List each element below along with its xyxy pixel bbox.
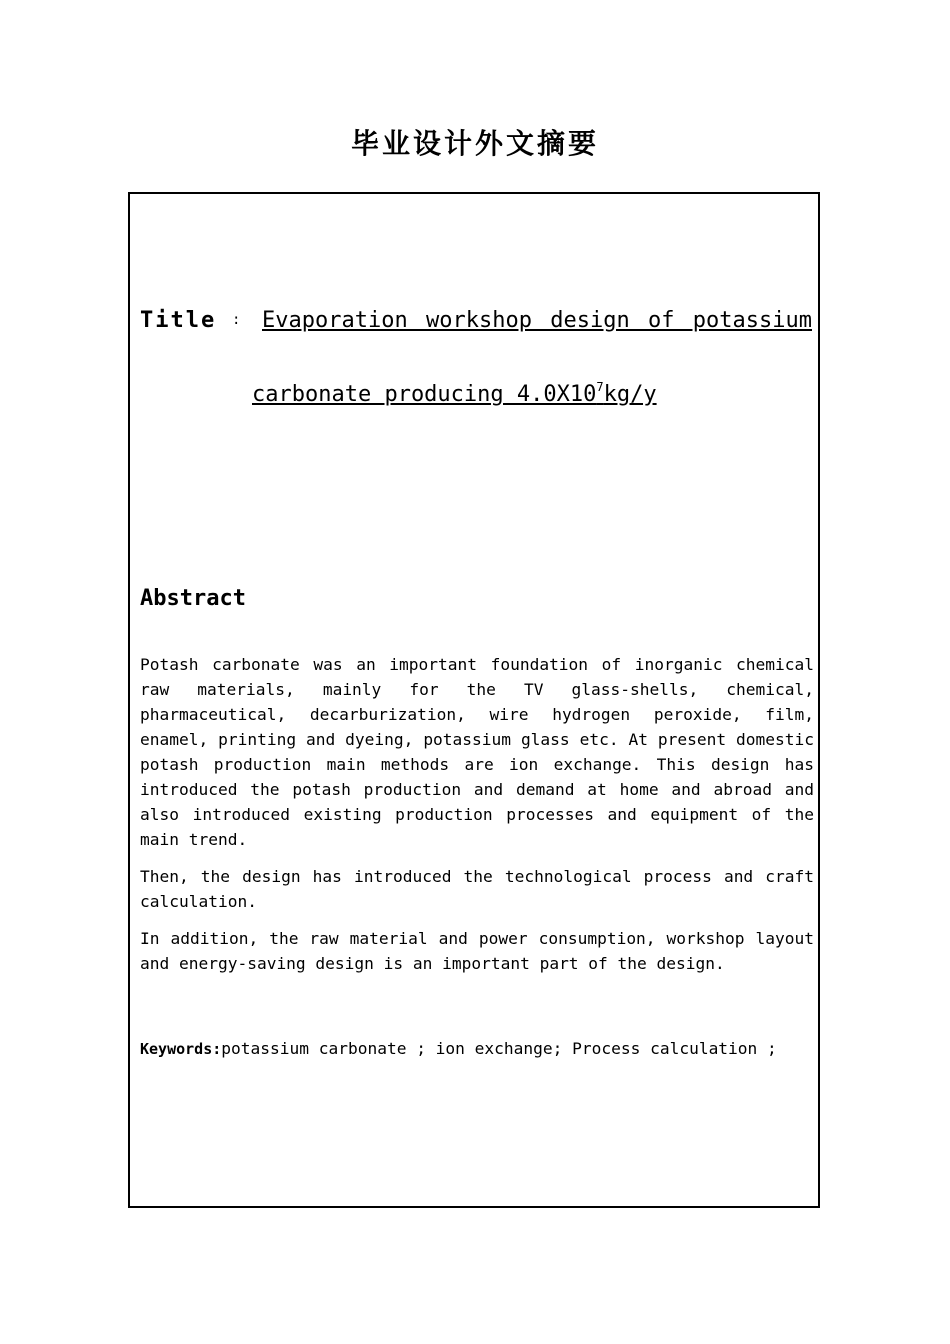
abstract-frame bbox=[128, 192, 820, 1208]
title-line2-superscript: 7 bbox=[596, 380, 604, 394]
title-line2-suffix: kg/y bbox=[603, 382, 657, 407]
title-label: Title bbox=[140, 308, 217, 333]
keywords-label: Keywords: bbox=[140, 1040, 222, 1058]
title-text-line2 bbox=[252, 380, 657, 407]
abstract-body bbox=[140, 652, 814, 988]
abstract-paragraph: Then, the design has introduced the technological process and craft calculation. bbox=[140, 867, 814, 911]
keywords-line bbox=[140, 1039, 777, 1058]
title-colon: : bbox=[232, 312, 241, 328]
title-text-line1: Evaporation workshop design of potassium bbox=[262, 308, 812, 333]
abstract-paragraph: In addition, the raw material and power consumption, workshop layout and energy-saving design is an important part of the design. bbox=[140, 929, 814, 973]
abstract-paragraph: Potash carbonate was an important foundation of inorganic chemical raw materials, mainly for the TV glass-shells, chemical, pharmaceutical, decarburization, wire hydrogen peroxide, film, enamel, printing and dyeing, potassium glass etc. At present domestic potash production main methods are ion exchange. This design has introduced the potash production and demand at home and abroad and also introduced existing production processes and equipment of the main trend. bbox=[140, 655, 814, 849]
title-row bbox=[140, 308, 812, 340]
page-title: 毕业设计外文摘要 bbox=[350, 127, 599, 160]
keywords-text: potassium carbonate ; ion exchange; Process calculation ; bbox=[221, 1039, 777, 1058]
abstract-heading: Abstract bbox=[140, 586, 246, 611]
title-line2-prefix: carbonate producing 4.0X10 bbox=[252, 382, 597, 407]
